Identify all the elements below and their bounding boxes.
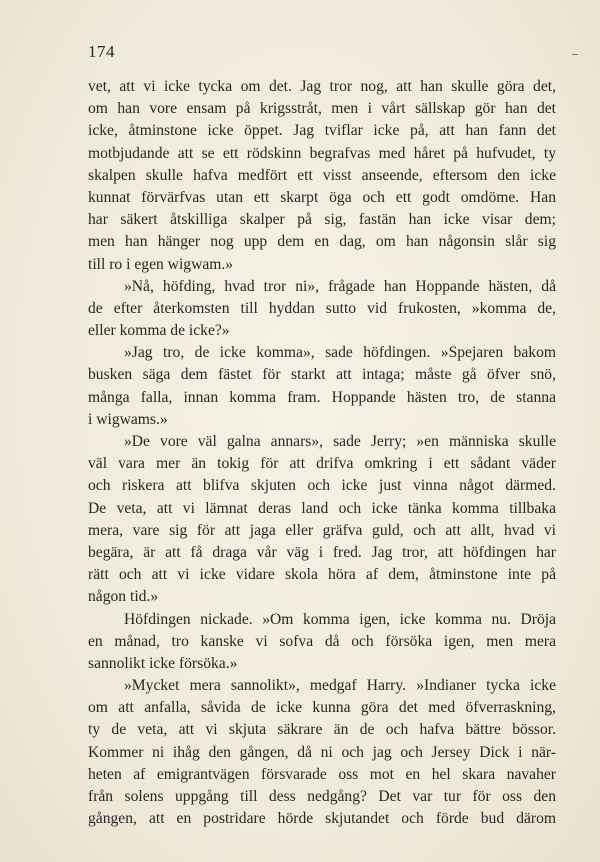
- text-line: väl vara mer än tokig för att drifva omkring i ett sådant väder: [88, 455, 556, 473]
- text-line: har säkert åtskilliga skalper på sig, fastän han icke visar dem;: [88, 211, 556, 229]
- text-line: icke, åtminstone icke öppet. Jag tviflar icke på, att han fann det: [88, 122, 556, 140]
- body-text: [88, 76, 556, 830]
- text-line: gången, att en postridare hörde skjutandet och förde bud därom: [88, 810, 556, 828]
- text-line: om att anfalla, såvida de icke kunna göra det med öfverraskning,: [88, 699, 556, 717]
- text-line: någon tid.»: [88, 588, 159, 606]
- text-line: ty de veta, att vi skjuta säkrare än de och hafva bättre bössor.: [88, 721, 556, 739]
- page-mark: [572, 54, 578, 55]
- text-line: till ro i egen wigwam.»: [88, 255, 234, 273]
- text-line: »Jag tro, de icke komma», sade höfdingen. »Spejaren bakom: [124, 344, 556, 362]
- text-line: men han hänger nog upp dem en dag, om han någonsin slår sig: [88, 233, 556, 251]
- text-line: heten af emigrantvägen försvarade oss mot en hel skara navaher: [88, 765, 556, 783]
- text-line: Höfdingen nickade. »Om komma igen, icke komma nu. Dröja: [124, 610, 556, 628]
- text-line: de efter återkomsten till hyddan sutto vid frukosten, »komma de,: [88, 299, 556, 317]
- text-line: motbjudande att se ett rödskinn begrafvas med håret på hufvudet, ty: [88, 144, 556, 162]
- text-line: eller komma de icke?»: [88, 322, 230, 340]
- text-line: begära, är att få draga vår väg i fred. Jag tror, att höfdingen har: [88, 543, 556, 561]
- text-line: sannolikt icke försöka.»: [88, 654, 238, 672]
- text-line: vet, att vi icke tycka om det. Jag tror nog, att han skulle göra det,: [88, 78, 556, 95]
- text-line: Kommer ni ihåg den gången, då ni och jag och Jersey Dick i när-: [88, 743, 556, 761]
- text-line: mera, vare sig för att jaga eller gräfva guld, och att allt, hvad vi: [88, 521, 556, 539]
- text-line: från solens uppgång till dess nedgång? Det var tur för oss den: [88, 788, 556, 805]
- text-line: en månad, tro kanske vi sofva då och försöka igen, men mera: [88, 632, 556, 650]
- text-line: kunnat förvärfvas utan ett skarpt öga och ett godt omdöme. Han: [88, 188, 556, 206]
- text-line: busken säga dem fästet för starkt att intaga; måste gå öfver snö,: [88, 366, 556, 384]
- page-number: 174: [88, 42, 115, 61]
- text-line: många falla, innan komma fram. Hoppande hästen tro, de stanna: [88, 388, 556, 406]
- text-line: De veta, att vi lämnat deras land och icke tänka komma tillbaka: [88, 499, 556, 517]
- text-line: om han vore ensam på krigsstråt, men i vårt sällskap gör han det: [88, 100, 556, 118]
- text-line: i wigwams.»: [88, 410, 168, 428]
- text-line: »Nå, höfding, hvad tror ni», frågade han Hoppande hästen, då: [124, 277, 556, 295]
- text-line: »Mycket mera sannolikt», medgaf Harry. »Indianer tycka icke: [124, 677, 556, 695]
- text-line: »De vore väl galna annars», sade Jerry; »en människa skulle: [124, 433, 556, 450]
- text-line: skalpen skulle hafva medfört ett visst anseende, eftersom den icke: [88, 166, 556, 184]
- text-line: rätt och att vi icke vidare skola höra af dem, åtminstone inte på: [88, 566, 556, 584]
- text-line: och riskera att blifva skjuten och icke just vinna något därmed.: [88, 477, 556, 495]
